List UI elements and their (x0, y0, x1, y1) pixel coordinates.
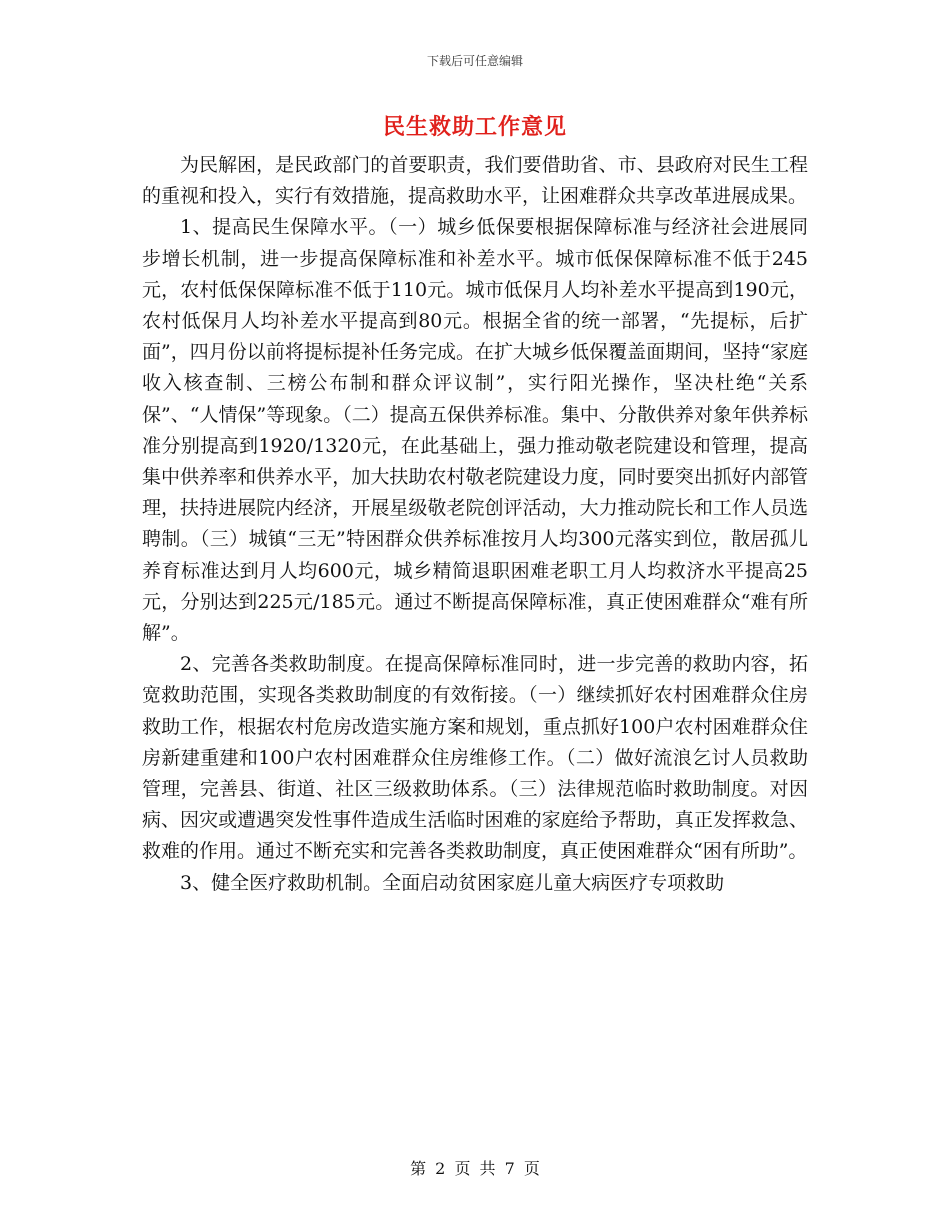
page-header-note: 下载后可任意编辑 (426, 54, 523, 68)
document-body (142, 150, 808, 899)
document-title: 民生救助工作意见 (382, 114, 567, 140)
paragraph-intro: 为民解困，是民政部门的首要职责，我们要借助省、市、县政府对民生工程的重视和投入，实行有效措施，提高救助水平，让困难群众共享改革进展成果。 (142, 154, 808, 208)
paragraph-section-3: 3、健全医疗救助机制。全面启动贫困家庭儿童大病医疗专项救助 (180, 871, 725, 894)
page-number: 第 2 页 共 7 页 (410, 1159, 540, 1178)
paragraph-section-1: 1、提高民生保障水平。（一）城乡低保要根据保障标准与经济社会进展同步增长机制，进一步提高保障标准和补差水平。城市低保保障标准不低于245元，农村低保保障标准不低于110元。城市低保月人均补差水平提高到190元，农村低保月人均补差水平提高到80元。根据全省的统一部署，“先提标，后扩面”，四月份以前将提标提补任务完成。在扩大城乡低保覆盖面期间，坚持“家庭收入核查制、三榜公布制和群众评议制”，实行阳光操作，坚决杜绝“关系保”、“人情保”等现象。（二）提高五保供养标准。集中、分散供养对象年供养标准分别提高到1920/1320元，在此基础上，强力推动敬老院建设和管理，提高集中供养率和供养水平，加大扶助农村敬老院建设力度，同时要突出抓好内部管理，扶持进展院内经济，开展星级敬老院创评活动，大力推动院长和工作人员选聘制。（三）城镇“三无”特困群众供养标准按月人均300元落实到位，散居孤儿养育标准达到月人均600元，城乡精简退职困难老职工月人均救济水平提高25元，分别达到225元/185元。通过不断提高保障标准，真正使困难群众“难有所解”。 (142, 216, 808, 645)
paragraph-section-2: 2、完善各类救助制度。在提高保障标准同时，进一步完善的救助内容，拓宽救助范围，实现各类救助制度的有效衔接。（一）继续抓好农村困难群众住房救助工作，根据农村危房改造实施方案和规划，重点抓好100户农村困难群众住房新建重建和100户农村困难群众住房维修工作。（二）做好流浪乞讨人员救助管理，完善县、街道、社区三级救助体系。（三）法律规范临时救助制度。对因病、因灾或遭遇突发性事件造成生活临时困难的家庭给予帮助，真正发挥救急、救难的作用。通过不断充实和完善各类救助制度，真正使困难群众“困有所助”。 (142, 653, 808, 863)
